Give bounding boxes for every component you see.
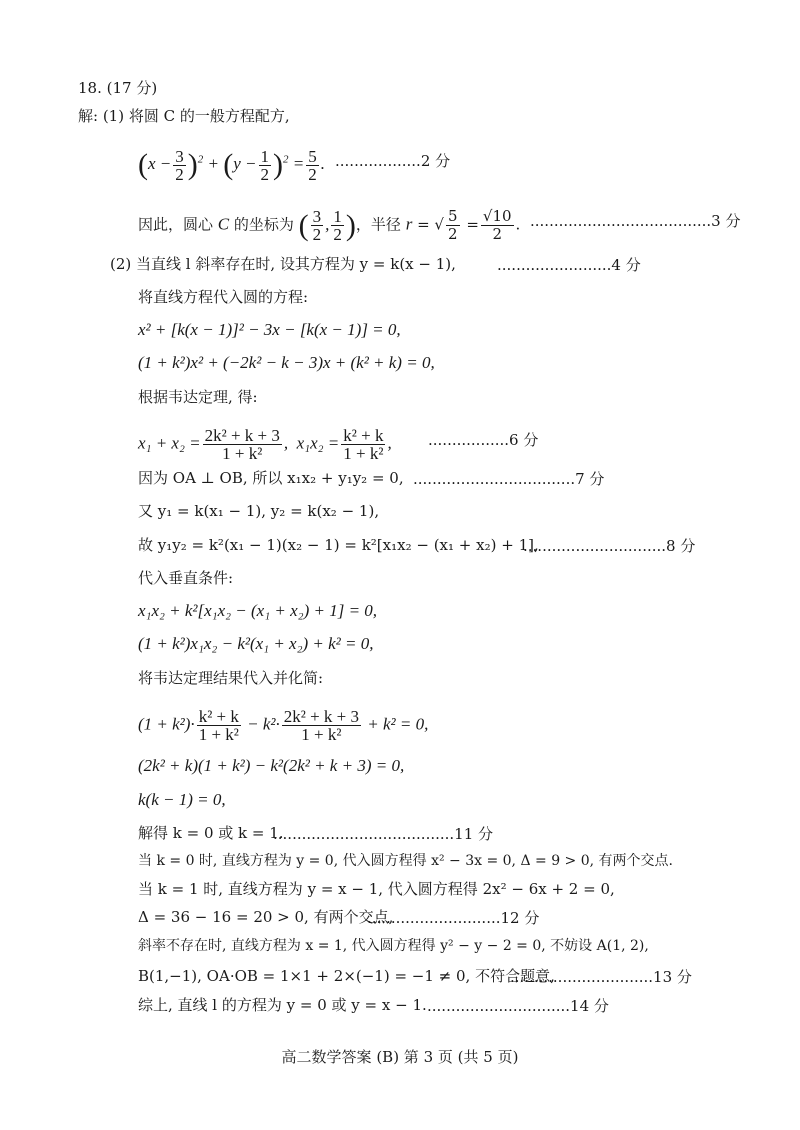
vieta-text: 根据韦达定理, 得:	[138, 388, 258, 406]
score-7: ..................................7 分	[413, 470, 605, 488]
page-footer: 高二数学答案 (B) 第 3 页 (共 5 页)	[281, 1048, 519, 1066]
perp-substitute-text: 代入垂直条件:	[138, 569, 234, 587]
eq-cond-1: x₁x₂ + k²[x₁x₂ − (x₁ + x₂) + 1] = 0,	[138, 601, 378, 620]
case-k1: 当 k = 1 时, 直线方程为 y = x − 1, 代入圆方程得 2x² − 6x + 2 = 0,	[138, 880, 615, 898]
conclusion: 综上, 直线 l 的方程为 y = 0 或 y = x − 1.	[138, 996, 427, 1014]
score-2: ..................2 分	[335, 152, 451, 170]
score-13: ..............................13 分	[510, 968, 692, 986]
score-3: ......................................3 分	[530, 212, 741, 230]
substitute-text: 将直线方程代入圆的方程:	[138, 288, 309, 306]
simplify-text: 将韦达定理结果代入并化简:	[138, 669, 324, 687]
case-k0: 当 k = 0 时, 直线方程为 y = 0, 代入圆方程得 x² − 3x = 0, Δ = 9 > 0, 有两个交点.	[138, 853, 673, 869]
y-product: 故 y₁y₂ = k²(x₁ − 1)(x₂ − 1) = k²[x₁x₂ − (x₁ + x₂) + 1],	[138, 536, 539, 554]
score-4: ........................4 分	[497, 256, 641, 274]
solve-result: 解得 k = 0 或 k = 1.	[138, 824, 284, 842]
delta-check: Δ = 36 − 16 = 20 > 0, 有两个交点,	[138, 908, 394, 926]
eq-substituted: x² + [k(x − 1)]² − 3x − [k(x − 1)] = 0,	[138, 320, 401, 339]
eq-simplify-3: k(k − 1) = 0,	[138, 790, 226, 809]
center-radius-line: 因此，圆心 C 的坐标为 ( $\frac{3}{2}$ , $\frac{1}{2}$ )，半径 r = √ $\frac{5}{2}$ = $\frac{√10}{2}$ .	[138, 207, 521, 245]
vertical-case: 斜率不存在时, 直线方程为 x = 1, 代入圆方程得 y² − y − 2 = 0, 不妨设 A(1, 2),	[138, 938, 649, 954]
vertical-case-check: B(1,−1), OA·OB = 1×1 + 2×(−1) = −1 ≠ 0, 不符合题意,	[138, 967, 555, 985]
eq-vieta: x₁ + x₂ = $\frac{\text{2k² + k + 3}}{\text{1 + k²}}$ , x₁x₂ = $\frac{\text{k² + k}}{\text{1 + k²}}$ ,	[138, 426, 392, 463]
eq-cond-2: (1 + k²)x₁x₂ − k²(x₁ + x₂) + k² = 0,	[138, 634, 374, 653]
score-11: ......................................11 分	[273, 825, 494, 843]
eq-simplify-2: (2k² + k)(1 + k²) − k²(2k² + k + 3) = 0,	[138, 756, 405, 775]
perpendicular-condition: 因为 OA ⊥ OB, 所以 x₁x₂ + y₁y₂ = 0,	[138, 469, 404, 487]
y-expressions: 又 y₁ = k(x₁ − 1), y₂ = k(x₂ − 1),	[138, 502, 380, 520]
eq-circle-standard-form: (x − $\frac{3}{2}$ )$^2$ + (y − $\frac{1}{2}$ )$^2$ = $\frac{5}{2}$ .	[138, 147, 326, 184]
question-number: 18. (17 分)	[78, 79, 158, 97]
eq-quadratic: (1 + k²)x² + (−2k² − k − 3)x + (k² + k) = 0,	[138, 353, 435, 372]
score-14: ..............................14 分	[427, 997, 609, 1015]
eq-simplify-1: (1 + k²)· $\frac{\text{k² + k}}{\text{1 + k²}}$ − k²· $\frac{\text{2k² + k + 3}}{\text{1 + k²}}$ + k² = 0,	[138, 707, 429, 744]
score-8: ..............................8 分	[523, 537, 696, 555]
solution-part1-label: 解: (1) 将圆 C 的一般方程配方,	[78, 107, 290, 125]
part2-intro: (2) 当直线 l 斜率存在时, 设其方程为 y = k(x − 1),	[110, 255, 456, 273]
score-6: .................6 分	[428, 431, 539, 449]
score-12: ............................12 分	[367, 909, 540, 927]
